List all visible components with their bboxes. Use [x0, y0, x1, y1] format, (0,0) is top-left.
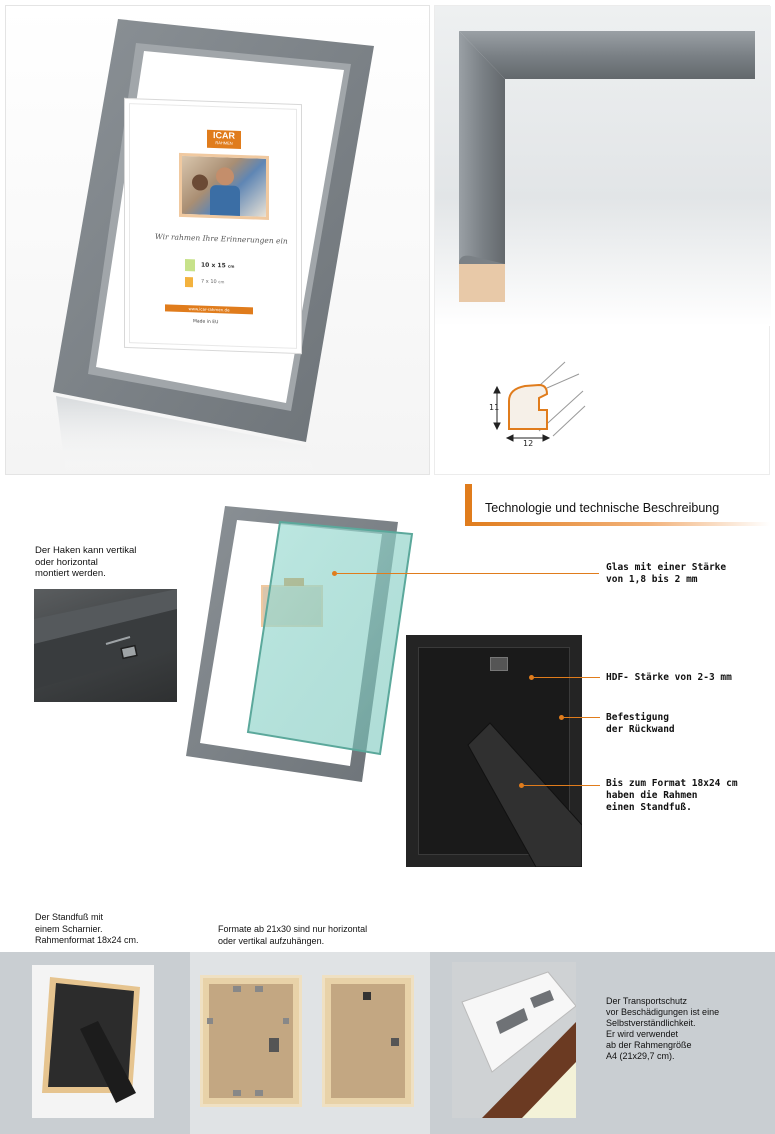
insert-script-text: Wir rahmen Ihre Erinnerungen ein — [155, 231, 288, 246]
size-alt: 7 x 10 cm — [201, 278, 225, 286]
stand-callout: Bis zum Format 18x24 cm haben die Rahmen einen Standfuß. — [606, 778, 738, 813]
size-main: 10 x 15 cm — [201, 261, 235, 270]
corner-profile-image — [435, 6, 771, 476]
url-bar: www.icar-rahmen.de — [165, 304, 253, 314]
easel-stand — [468, 723, 582, 867]
stand-note: Der Standfuß mit einem Scharnier. Rahmenformat 18x24 cm. — [35, 912, 139, 945]
hdf-callout: HDF- Stärke von 2-3 mm — [606, 672, 732, 683]
mount-callout-line — [564, 717, 600, 718]
format-back-vertical-photo — [322, 975, 414, 1107]
size-swatch-main — [185, 259, 195, 271]
profile-cross-section — [509, 385, 547, 429]
transport-protection-photo — [452, 962, 576, 1118]
transport-note: Der Transportschutz vor Beschädigungen ist eine Selbstverständlichkeit. Er wird verwendet ab der Rahmengröße A4 (21x29,7 cm). — [606, 996, 720, 1061]
profile-panel — [434, 5, 770, 475]
glass-callout: Glas mit einer Stärke von 1,8 bis 2 mm — [606, 562, 727, 585]
brand-name: ICAR — [213, 130, 235, 141]
hook-note: Der Haken kann vertikal oder horizontal montiert werden. — [35, 545, 137, 579]
stand-photo — [32, 965, 154, 1118]
mount-callout: Befestigung der Rückwand — [606, 712, 675, 735]
frame-back-image — [406, 635, 582, 867]
brand-sub: RAHMEN — [215, 140, 233, 146]
profile-width-label: 12 — [523, 439, 534, 448]
profile-height-label: 11 — [489, 403, 500, 412]
glass-layer-image — [180, 500, 420, 800]
hdf-callout-line — [534, 677, 600, 678]
insert-photo — [179, 153, 269, 220]
made-in: Made in EU — [193, 319, 219, 326]
hook-photo — [34, 589, 177, 702]
formats-note: Formate ab 21x30 sind nur horizontal oder vertikal aufzuhängen. — [218, 924, 368, 946]
section-header — [465, 484, 770, 526]
stand-callout-line — [524, 785, 600, 786]
insert-card — [124, 98, 302, 354]
section-title: Technologie und technische Beschreibung — [485, 501, 720, 515]
hook-bracket — [121, 646, 137, 659]
brand-logo — [207, 130, 241, 149]
product-photo-panel — [5, 5, 430, 475]
glass-callout-line — [337, 573, 599, 574]
size-swatch-alt — [185, 277, 193, 287]
format-back-horizontal-photo — [200, 975, 302, 1107]
